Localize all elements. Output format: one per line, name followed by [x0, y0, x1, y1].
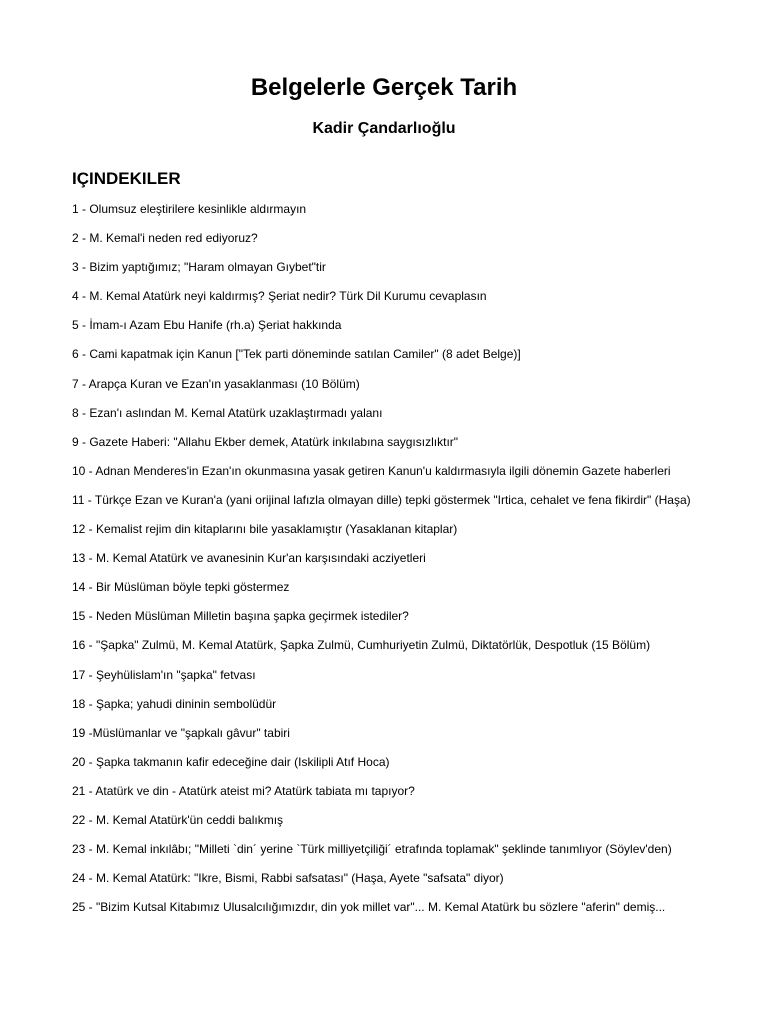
toc-item[interactable]: 2 - M. Kemal'i neden red ediyoruz?: [72, 231, 258, 246]
toc-item[interactable]: 4 - M. Kemal Atatürk neyi kaldırmış? Şeriat nedir? Türk Dil Kurumu cevaplasın: [72, 289, 487, 304]
toc-item[interactable]: 20 - Şapka takmanın kafir edeceğine dair (Iskilipli Atıf Hoca): [72, 754, 390, 769]
toc-heading: IÇINDEKILER: [72, 169, 181, 188]
toc-item[interactable]: 5 - İmam-ı Azam Ebu Hanife (rh.a) Şeriat hakkında: [72, 318, 342, 333]
toc-item[interactable]: 18 - Şapka; yahudi dininin sembolüdür: [72, 696, 277, 711]
toc-item[interactable]: 12 - Kemalist rejim din kitaplarını bile yasaklamıştır (Yasaklanan kitaplar): [72, 522, 458, 537]
toc-item[interactable]: 25 - "Bizim Kutsal Kitabımız Ulusalcılığımızdır, din yok millet var"... M. Kemal Atatürk bu sözlere "aferin" demiş...: [72, 900, 666, 915]
toc-item[interactable]: 1 - Olumsuz eleştirilere kesinlikle aldırmayın: [72, 202, 307, 216]
toc-item[interactable]: 24 - M. Kemal Atatürk: "Ikre, Bismi, Rabbi safsatası" (Haşa, Ayete "safsata" diyor): [72, 871, 504, 886]
toc-item[interactable]: 23 - M. Kemal inkılâbı; "Milleti `din´ yerine `Türk milliyetçiliği´ etrafında toplamak" şeklinde tanımlıyor (Söylev'den): [72, 842, 672, 857]
toc-item[interactable]: 10 - Adnan Menderes'in Ezan'ın okunmasına yasak getiren Kanun'u kaldırmasıyla ilgili dönemin Gazete haberleri: [72, 463, 671, 478]
toc-item[interactable]: 16 - "Şapka" Zulmü, M. Kemal Atatürk, Şapka Zulmü, Cumhuriyetin Zulmü, Diktatörlük, Despotluk (15 Bölüm): [72, 638, 651, 653]
toc-item[interactable]: 11 - Türkçe Ezan ve Kuran'a (yani orijinal lafızla olmayan dille) tepki göstermek "Irtica, cehalet ve fena fikirdir" (Haşa): [72, 492, 691, 507]
toc-item[interactable]: 19 -Müslümanlar ve "şapkalı gâvur" tabiri: [72, 725, 290, 740]
toc-list: [72, 202, 704, 929]
document-author: Kadir Çandarlıoğlu: [312, 120, 456, 137]
toc-item[interactable]: 7 - Arapça Kuran ve Ezan'ın yasaklanması (10 Bölüm): [72, 376, 360, 391]
toc-item[interactable]: 17 - Şeyhülislam'ın "şapka" fetvası: [72, 667, 256, 682]
toc-item[interactable]: 6 - Cami kapatmak için Kanun ["Tek parti döneminde satılan Camiler" (8 adet Belge)]: [72, 347, 521, 362]
toc-item[interactable]: 21 - Atatürk ve din - Atatürk ateist mi? Atatürk tabiata mı tapıyor?: [72, 783, 415, 798]
toc-item[interactable]: 8 - Ezan'ı aslından M. Kemal Atatürk uzaklaştırmadı yalanı: [72, 405, 383, 420]
toc-item[interactable]: 9 - Gazete Haberi: "Allahu Ekber demek, Atatürk inkılabına saygısızlıktır": [72, 434, 459, 449]
document-title: Belgelerle Gerçek Tarih: [250, 74, 518, 101]
toc-item[interactable]: 15 - Neden Müslüman Milletin başına şapka geçirmek istediler?: [72, 609, 409, 624]
toc-item[interactable]: 14 - Bir Müslüman böyle tepki göstermez: [72, 580, 290, 595]
toc-item[interactable]: 22 - M. Kemal Atatürk'ün ceddi balıkmış: [72, 812, 284, 827]
toc-item[interactable]: 3 - Bizim yaptığımız; "Haram olmayan Gıybet"tir: [72, 260, 326, 275]
toc-item[interactable]: 13 - M. Kemal Atatürk ve avanesinin Kur'an karşısındaki acziyetleri: [72, 551, 426, 566]
